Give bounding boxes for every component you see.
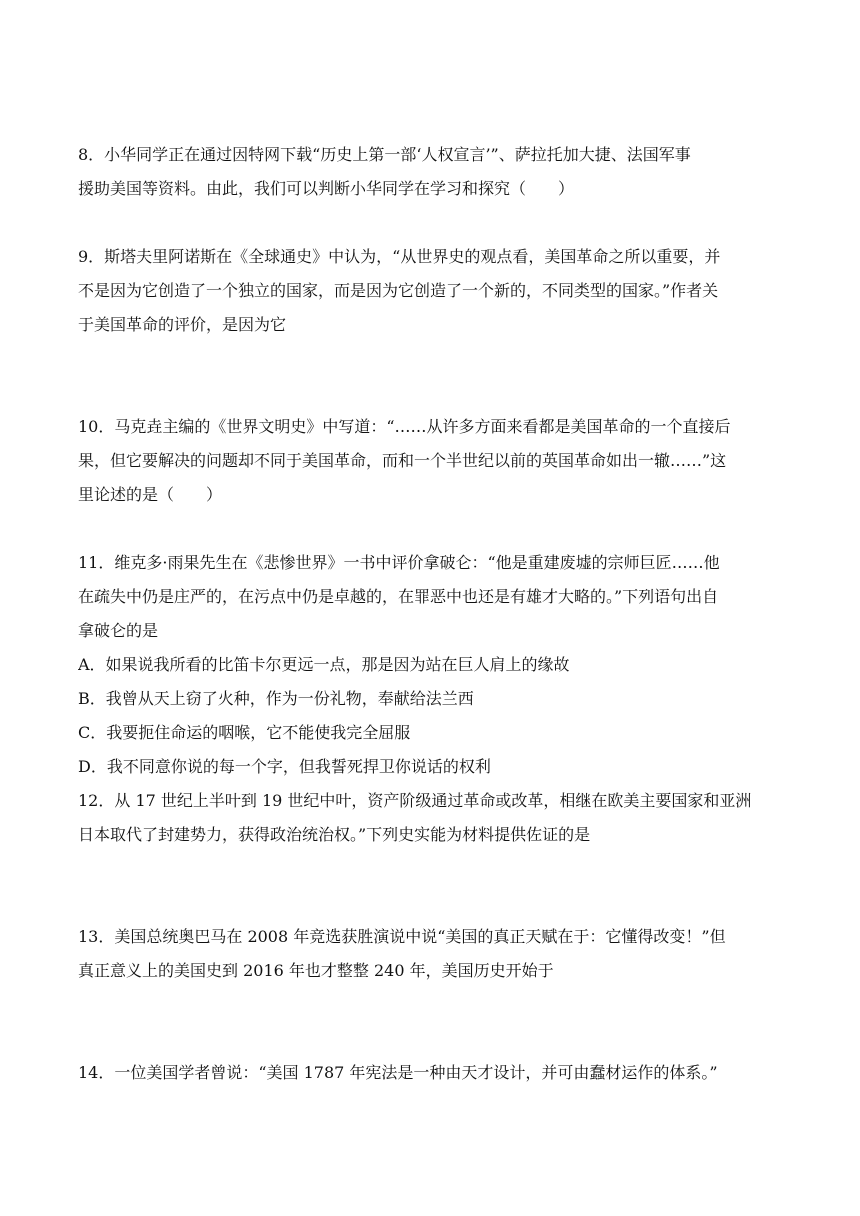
q8-stem-line-2: 援助美国等资料。由此，我们可以判断小华同学在学习和探究（ ） <box>78 179 575 198</box>
q8-stem-line-1: 8．小华同学正在通过因特网下载“历史上第一部‘人权宣言’”、萨拉托加大捷、法国军事 <box>78 145 691 164</box>
q13-stem-line-2: 真正意义上的美国史到 2016 年也才整整 240 年，美国历史开始于 <box>78 961 554 980</box>
q11-option-b: B．我曾从天上窃了火种，作为一份礼物，奉献给法兰西 <box>78 689 474 708</box>
q10-stem-line-3: 里论述的是（ ） <box>78 485 223 504</box>
q10-stem-line-2: 果，但它要解决的问题却不同于美国革命，而和一个半世纪以前的英国革命如出一辙……”这 <box>78 451 727 470</box>
q12-stem-line-2: 日本取代了封建势力，获得政治统治权。”下列史实能为材料提供佐证的是 <box>78 825 591 844</box>
q11-option-a: A．如果说我所看的比笛卡尔更远一点，那是因为站在巨人肩上的缘故 <box>78 655 570 674</box>
q9-stem-line-2: 不是因为它创造了一个独立的国家，而是因为它创造了一个新的，不同类型的国家。”作者关 <box>78 281 719 300</box>
q12-stem-line-1: 12．从 17 世纪上半叶到 19 世纪中叶，资产阶级通过革命或改革，相继在欧美主要国家和亚洲 <box>78 791 752 810</box>
q11-stem-line-1: 11．维克多·雨果先生在《悲惨世界》一书中评价拿破仑：“他是重建废墟的宗师巨匠……他 <box>78 553 720 572</box>
q13-stem-line-1: 13．美国总统奥巴马在 2008 年竞选获胜演说中说“美国的真正天赋在于：它懂得改变！”但 <box>78 927 726 946</box>
q9-stem-line-1: 9．斯塔夫里阿诺斯在《全球通史》中认为，“从世界史的观点看，美国革命之所以重要，并 <box>78 247 721 266</box>
q9-stem-line-3: 于美国革命的评价，是因为它 <box>78 315 287 334</box>
q14-stem-line-1: 14．一位美国学者曾说：“美国 1787 年宪法是一种由天才设计，并可由蠢材运作的体系。” <box>78 1063 718 1082</box>
q10-stem-line-1: 10．马克垚主编的《世界文明史》中写道：“……从许多方面来看都是美国革命的一个直接后 <box>78 417 731 436</box>
q11-stem-line-2: 在疏失中仍是庄严的，在污点中仍是卓越的，在罪恶中也还是有雄才大略的。”下列语句出自 <box>78 587 719 606</box>
q11-option-d: D．我不同意你说的每一个字，但我誓死捍卫你说话的权利 <box>78 757 491 776</box>
q11-stem-line-3: 拿破仑的是 <box>78 621 159 640</box>
q11-option-c: C．我要扼住命运的咽喉，它不能使我完全屈服 <box>78 723 411 742</box>
